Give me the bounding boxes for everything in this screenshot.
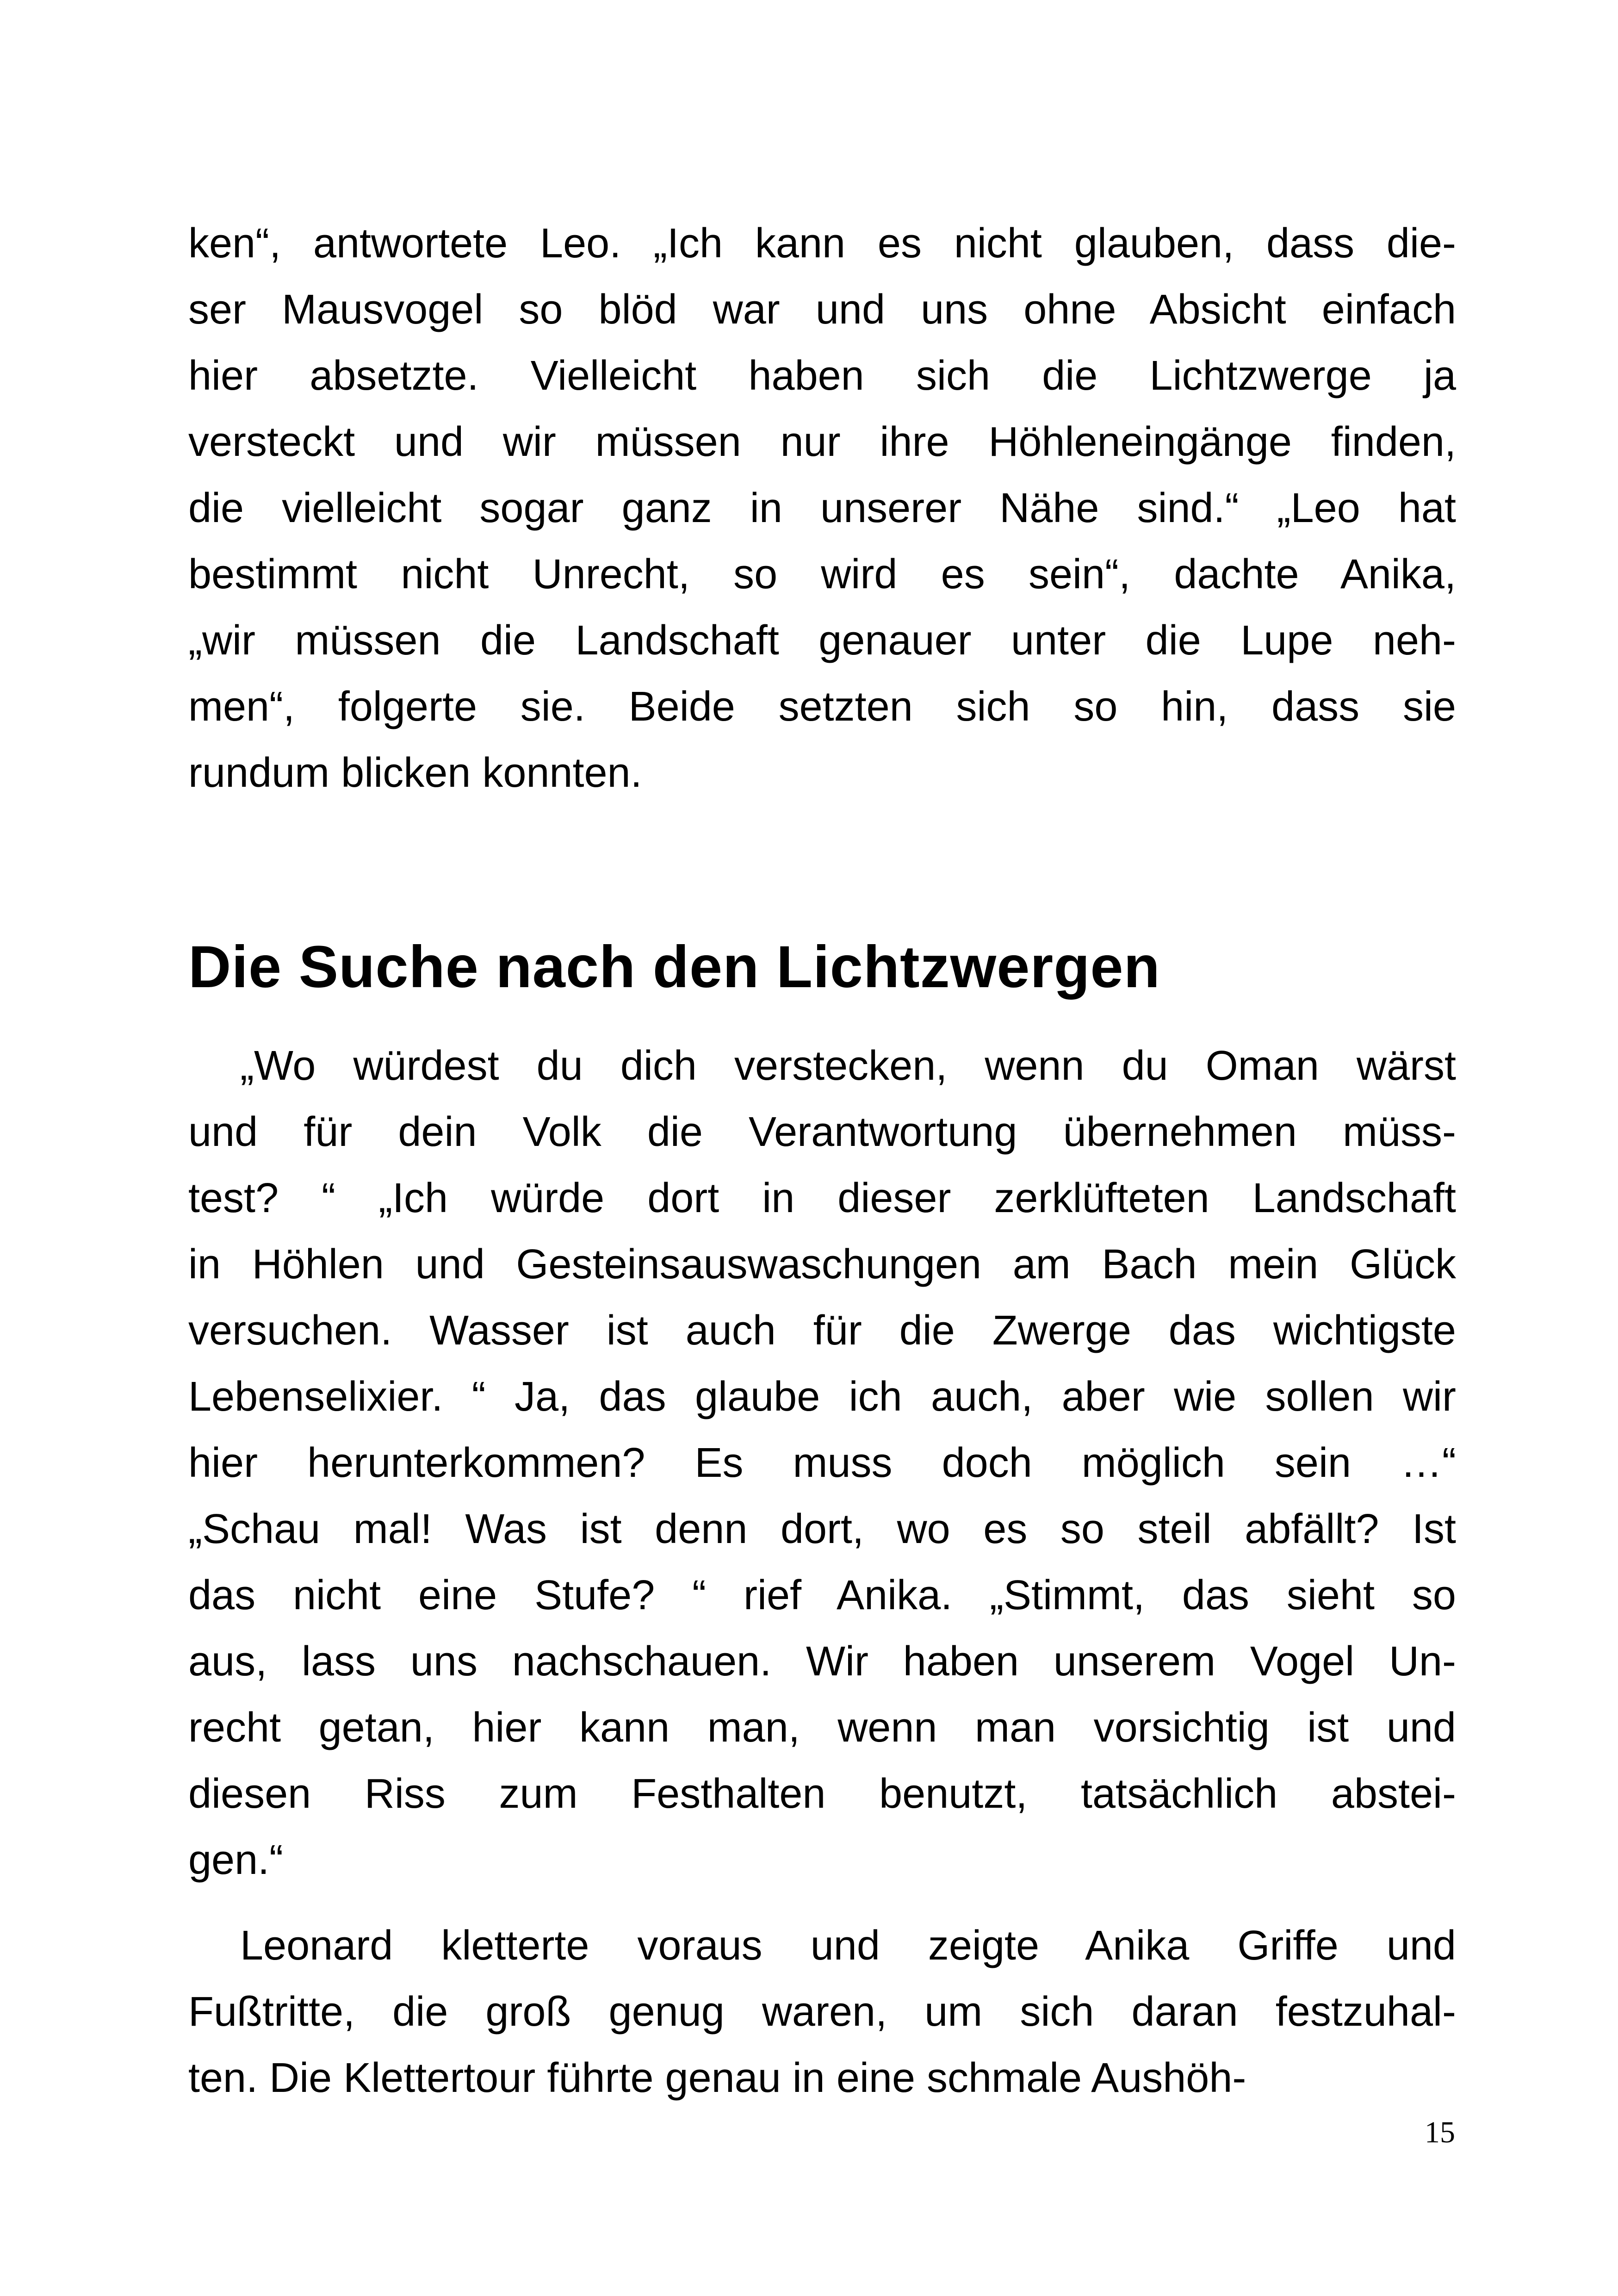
text-line: ser Mausvogel so blöd war und uns ohne Absicht einfach	[188, 286, 1456, 333]
text-line: Lebenselixier. “ Ja, das glaube ich auch, aber wie sollen wir	[188, 1374, 1456, 1420]
text-line: ken“, antwortete Leo. „Ich kann es nicht glauben, dass die-	[188, 220, 1456, 267]
text-line: hier absetzte. Vielleicht haben sich die Lichtzwerge ja	[188, 353, 1456, 399]
paragraph-continuation	[188, 211, 1456, 806]
text-line: men“, folgerte sie. Beide setzten sich so hin, dass sie	[188, 684, 1456, 730]
text-line: test? “ „Ich würde dort in dieser zerklüfteten Landschaft	[188, 1175, 1456, 1221]
text-line: die vielleicht sogar ganz in unserer Nähe sind.“ „Leo hat	[188, 485, 1456, 531]
text-line: gen.“	[188, 1837, 284, 1883]
section-heading: Die Suche nach den Lichtzwergen	[188, 934, 1160, 1000]
text-line: diesen Riss zum Festhalten benutzt, tatsächlich abstei-	[188, 1771, 1456, 1817]
text-line: „Wo würdest du dich verstecken, wenn du Oman wärst	[240, 1043, 1456, 1089]
text-line: in Höhlen und Gesteinsauswaschungen am Bach mein Glück	[188, 1241, 1456, 1288]
text-line: versuchen. Wasser ist auch für die Zwerge das wichtigste	[188, 1307, 1456, 1354]
text-line: das nicht eine Stufe? “ rief Anika. „Stimmt, das sieht so	[188, 1572, 1456, 1618]
text-line: „wir müssen die Landschaft genauer unter die Lupe neh-	[188, 617, 1456, 664]
text-line: Leonard kletterte voraus und zeigte Anika Griffe und	[240, 1923, 1456, 1969]
paragraph-climbing	[188, 1913, 1456, 2111]
text-line: Fußtritte, die groß genug waren, um sich daran festzuhal-	[188, 1989, 1456, 2035]
text-line: aus, lass uns nachschauen. Wir haben unserem Vogel Un-	[188, 1638, 1456, 1685]
text-line: versteckt und wir müssen nur ihre Höhleneingänge finden,	[188, 419, 1456, 465]
text-line: hier herunterkommen? Es muss doch möglich sein …“	[188, 1440, 1456, 1486]
page-number: 15	[1425, 2116, 1455, 2149]
text-line: recht getan, hier kann man, wenn man vorsichtig ist und	[188, 1705, 1456, 1751]
text-line: rundum blicken konnten.	[188, 750, 642, 796]
text-line: ten. Die Klettertour führte genau in eine schmale Aushöh-	[188, 2055, 1246, 2101]
paragraph-dialogue	[188, 1033, 1456, 1893]
text-line: „Schau mal! Was ist denn dort, wo es so steil abfällt? Ist	[188, 1506, 1456, 1552]
text-line: bestimmt nicht Unrecht, so wird es sein“, dachte Anika,	[188, 551, 1456, 597]
text-line: und für dein Volk die Verantwortung übernehmen müss-	[188, 1109, 1456, 1155]
